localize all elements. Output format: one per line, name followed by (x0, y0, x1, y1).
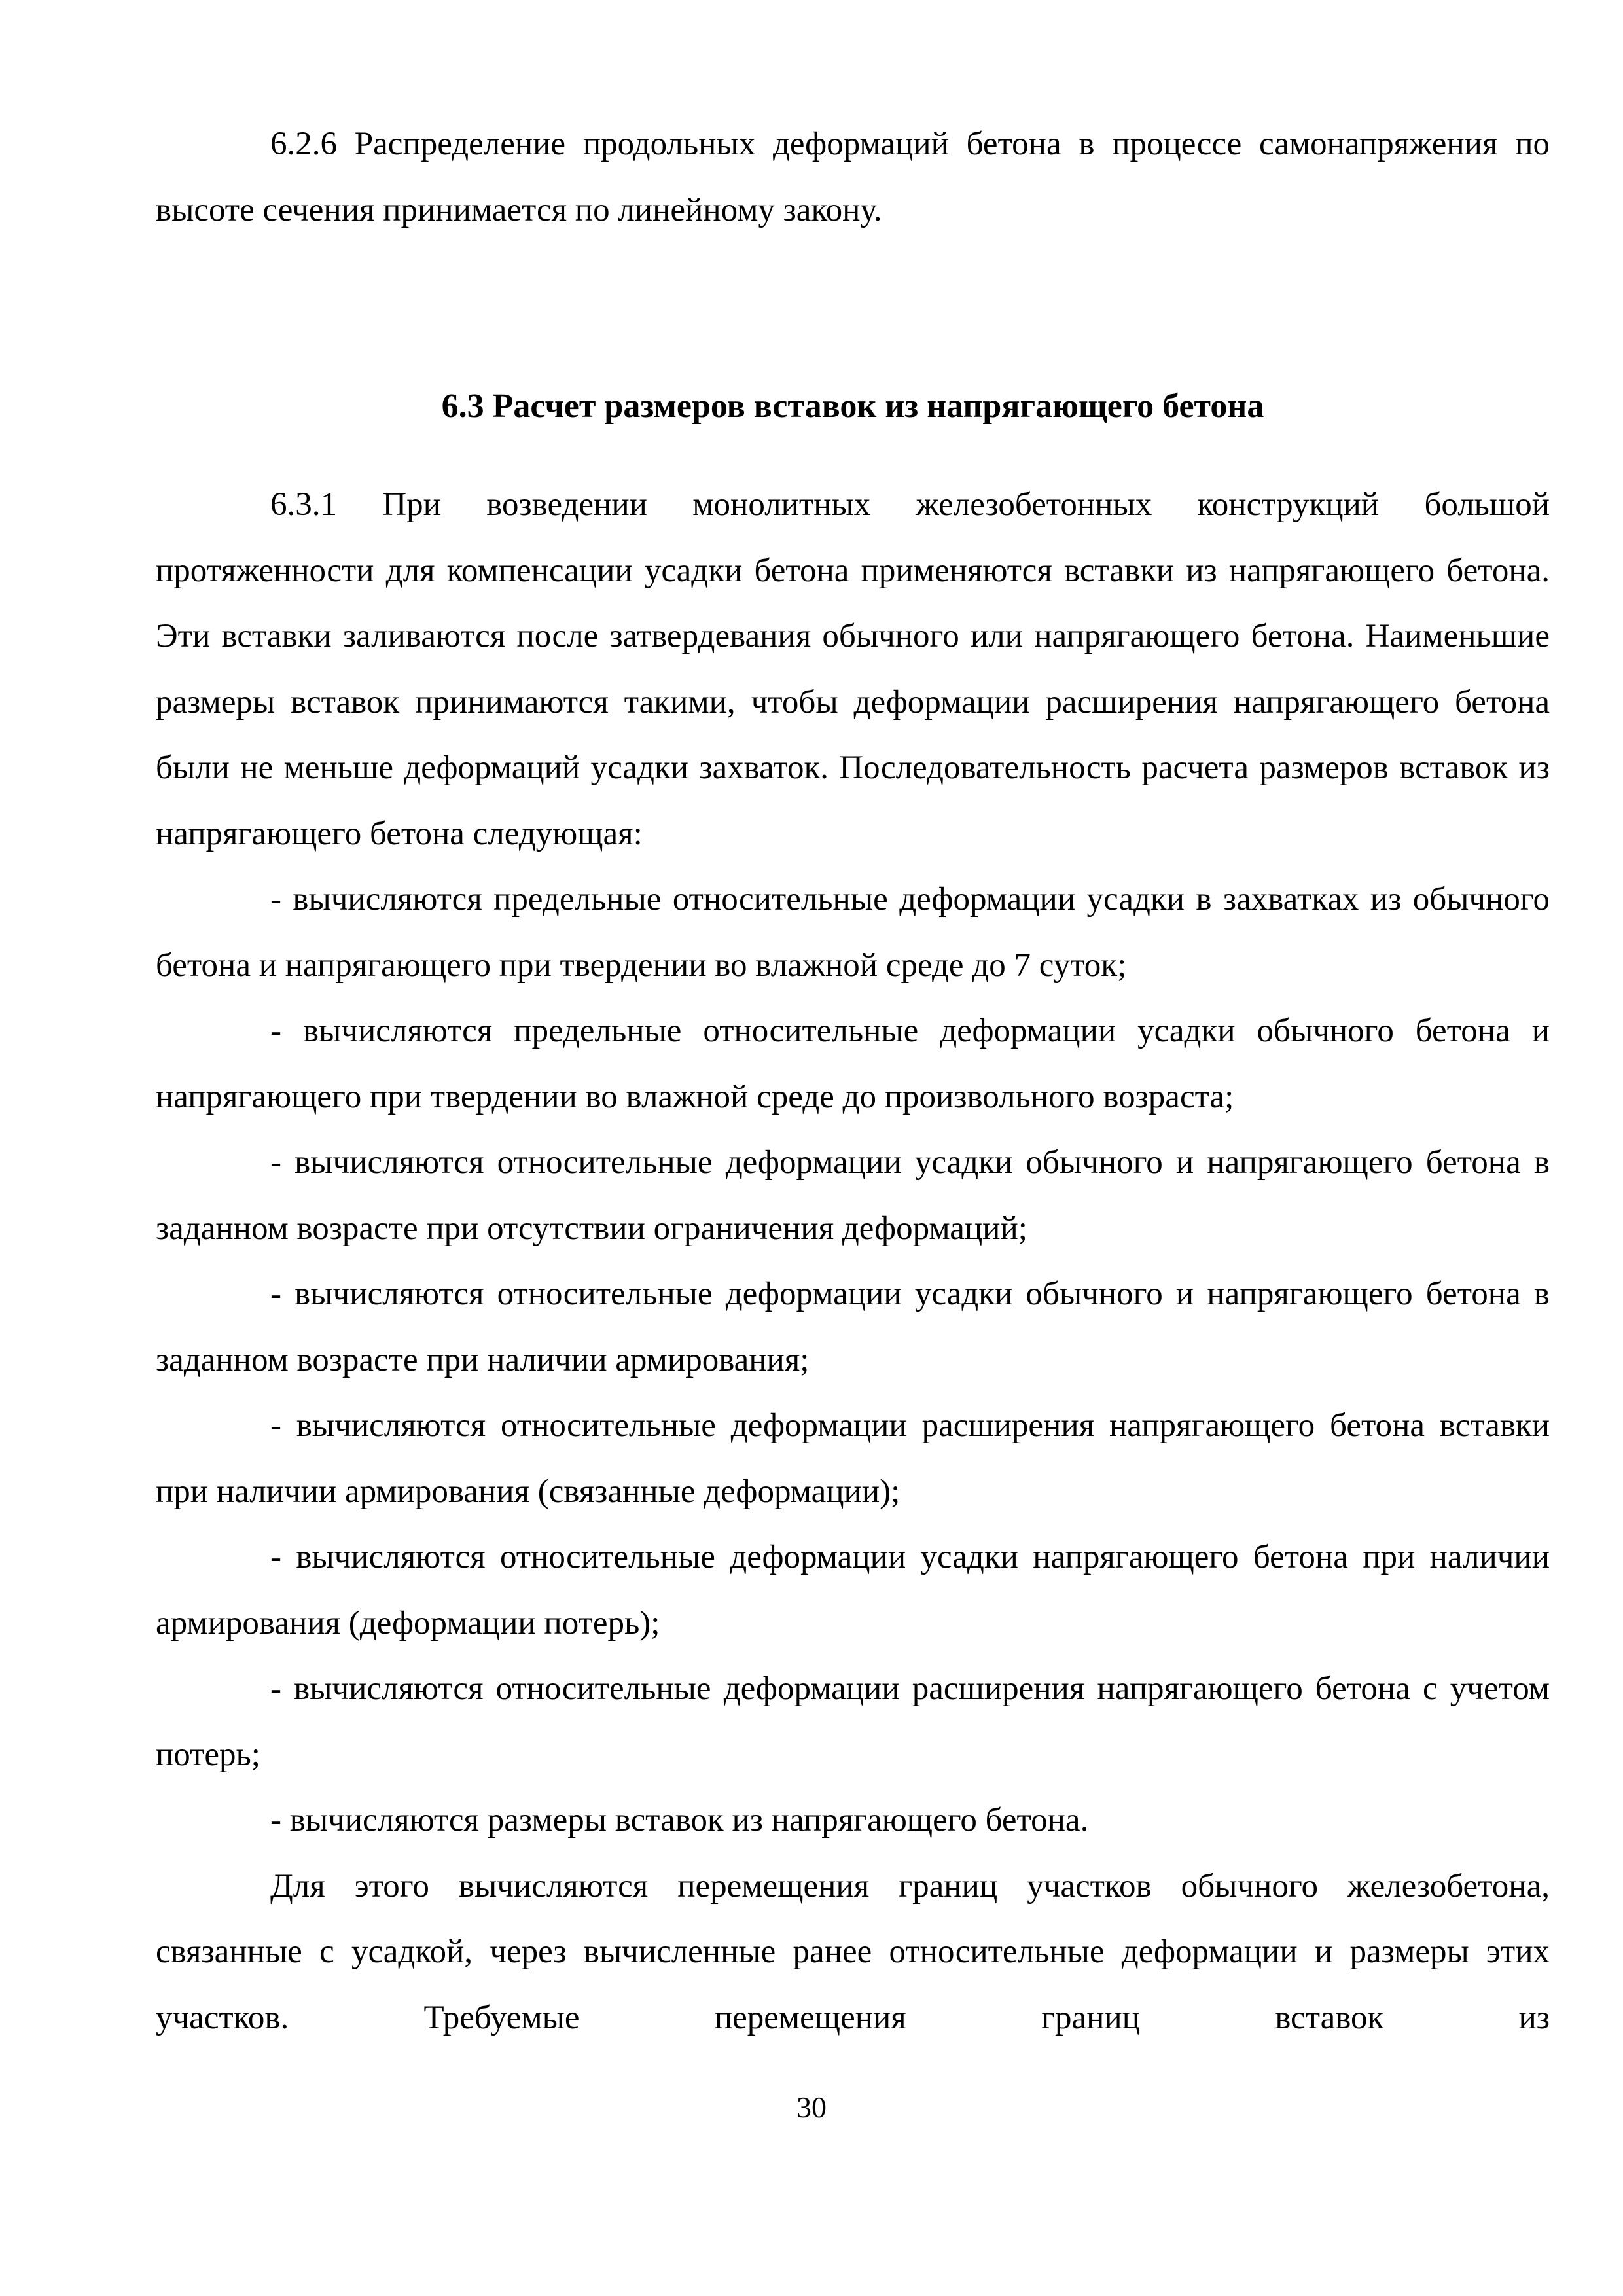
list-item: - вычисляются относительные деформации расширения напрягающего бетона вставки при наличии армирования (связанные деформации); (156, 1407, 1550, 1510)
paragraph-continuation: Для этого вычисляются перемещения границ участков обычного железобетона, связанные с усадкой, через вычисленные ранее относительные деформации и размеры этих участков. Требуемые перемещения границ вставок из (156, 1867, 1550, 2036)
document-page (156, 111, 1550, 2051)
list-item: - вычисляются относительные деформации усадки напрягающего бетона при наличии армирования (деформации потерь); (156, 1539, 1550, 1641)
list-item: - вычисляются относительные деформации усадки обычного и напрягающего бетона в заданном возрасте при наличии армирования; (156, 1276, 1550, 1378)
list-item: - вычисляются размеры вставок из напрягающего бетона. (270, 1802, 1089, 1839)
page-number: 30 (796, 2090, 827, 2124)
list-item: - вычисляются относительные деформации усадки обычного и напрягающего бетона в заданном возрасте при отсутствии ограничения деформаций; (156, 1144, 1550, 1247)
paragraph-6-2-6: 6.2.6 Распределение продольных деформаций бетона в процессе самонапряжения по высоте сечения принимается по линейному закону. (156, 126, 1550, 228)
paragraph-6-3-1: 6.3.1 При возведении монолитных железобетонных конструкций большой протяженности для компенсации усадки бетона применяются вставки из напрягающего бетона. Эти вставки заливаются после затвердевания обычного или напрягающего бетона. Наименьшие размеры вставок принимаются такими, чтобы деформации расширения напрягающего бетона были не меньше деформаций усадки захваток. Последовательность расчета размеров вставок из напрягающего бетона следующая: (156, 486, 1550, 852)
list-item: - вычисляются предельные относительные деформации усадки обычного бетона и напрягающего при твердении во влажной среде до произвольного возраста; (156, 1013, 1550, 1115)
section-title: 6.3 Расчет размеров вставок из напрягающего бетона (441, 387, 1264, 425)
list-item: - вычисляются предельные относительные деформации усадки в захватках из обычного бетона и напрягающего при твердении во влажной среде до 7 суток; (156, 881, 1550, 984)
list-item: - вычисляются относительные деформации расширения напрягающего бетона с учетом потерь; (156, 1670, 1550, 1773)
